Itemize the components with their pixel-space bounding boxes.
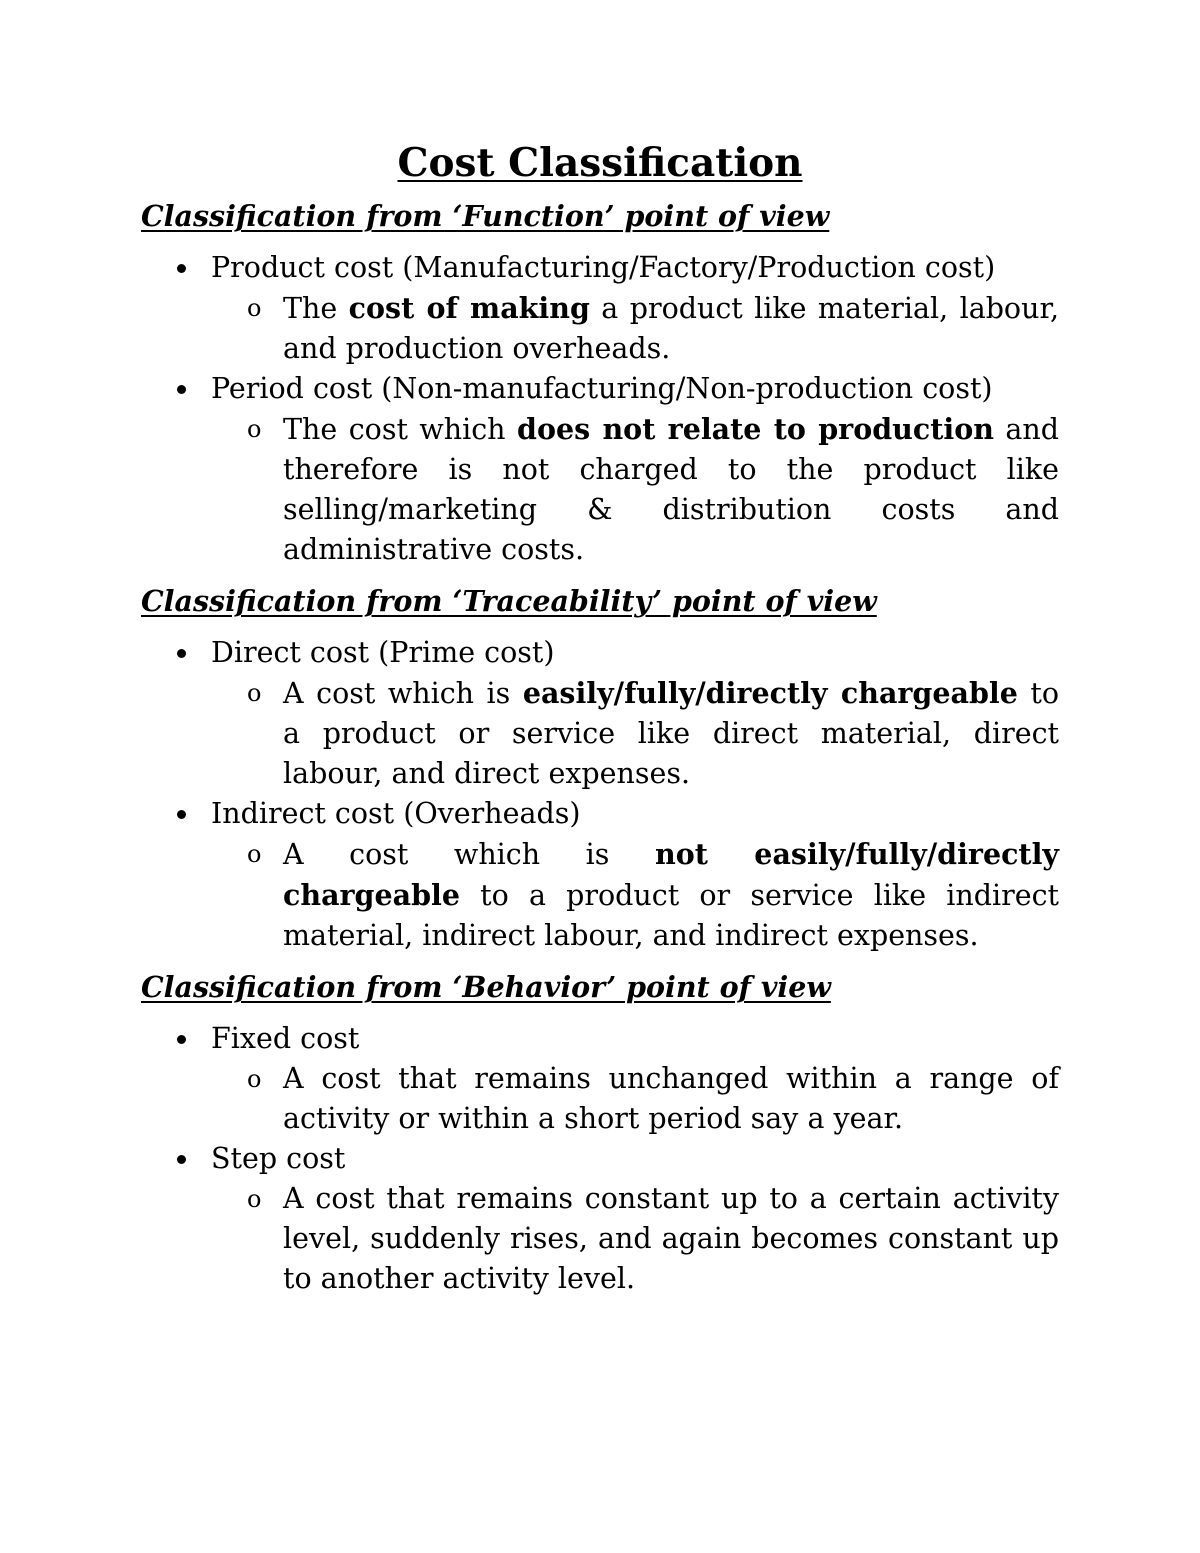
cost-list (141, 248, 1059, 570)
sub-list (211, 288, 1059, 369)
desc-text: to a product or service like indirect material, indirect labour, and indirect expenses. (283, 879, 1059, 952)
bullet-icon (177, 1155, 186, 1164)
sub-list (211, 409, 1059, 570)
list-item (141, 1139, 1059, 1299)
sub-list-item (211, 1059, 1059, 1139)
item-label: Period cost (Non-manufacturing/Non-production cost) (211, 372, 993, 405)
item-description: A cost that remains unchanged within a range of activity or within a short period say a year. (283, 1062, 1059, 1135)
bullet-icon (177, 385, 186, 394)
sub-list-item (211, 673, 1059, 794)
page-title: Cost Classification (397, 140, 803, 186)
section-heading: Classification from ‘Function’ point of view (141, 199, 830, 233)
sub-list (211, 673, 1059, 794)
cost-list (141, 633, 1059, 956)
sub-list (211, 1059, 1059, 1139)
item-label: Product cost (Manufacturing/Factory/Production cost) (211, 251, 996, 284)
bullet-icon (177, 264, 186, 273)
desc-text: and therefore is not charged to the product like selling/marketing & distribution costs and administrative costs. (283, 413, 1059, 566)
sub-list-item (211, 409, 1059, 570)
list-item (141, 248, 1059, 369)
desc-bold-text: not easily/fully/directly chargeable (283, 837, 1059, 912)
desc-text: A cost which is (283, 838, 655, 871)
list-item (141, 794, 1059, 956)
item-description: A cost that remains constant up to a certain activity level, suddenly rises, and again becomes constant up to another activity level. (283, 1182, 1059, 1295)
document-page (141, 138, 1059, 1310)
cost-list (141, 1019, 1059, 1299)
item-label: Step cost (211, 1142, 346, 1175)
circle-bullet-icon: o (247, 294, 262, 322)
sub-list-item (211, 834, 1059, 956)
circle-bullet-icon: o (247, 415, 262, 443)
item-label: Fixed cost (211, 1022, 360, 1055)
item-label: Direct cost (Prime cost) (211, 636, 555, 669)
item-description (283, 673, 1059, 794)
section-heading: Classification from ‘Traceability’ point of view (141, 584, 877, 618)
bullet-icon (177, 810, 186, 819)
section-traceability (141, 581, 1059, 956)
desc-text: A cost which is (283, 677, 523, 710)
circle-bullet-icon: o (247, 1185, 262, 1213)
desc-bold-text: easily/fully/directly chargeable (522, 676, 1018, 710)
desc-text: The (283, 292, 349, 325)
sub-list (211, 1179, 1059, 1299)
list-item (141, 633, 1059, 794)
desc-text: The cost which (283, 413, 518, 446)
list-item (141, 369, 1059, 570)
sub-list-item (211, 1179, 1059, 1299)
list-item (141, 1019, 1059, 1139)
bullet-icon (177, 1035, 186, 1044)
circle-bullet-icon: o (247, 840, 262, 868)
circle-bullet-icon: o (247, 679, 262, 707)
bullet-icon (177, 649, 186, 658)
desc-text: a product like material, labour, and production overheads. (283, 292, 1059, 365)
desc-bold-text: cost of making (348, 291, 590, 325)
section-function (141, 196, 1059, 570)
desc-bold-text: does not relate to production (517, 412, 994, 446)
sub-list (211, 834, 1059, 956)
item-description (283, 834, 1059, 956)
section-behavior (141, 967, 1059, 1299)
circle-bullet-icon: o (247, 1065, 262, 1093)
sub-list-item (211, 288, 1059, 369)
section-heading: Classification from ‘Behavior’ point of view (141, 970, 831, 1004)
item-label: Indirect cost (Overheads) (211, 797, 581, 830)
item-description (283, 409, 1059, 570)
item-description (283, 288, 1059, 369)
desc-text: to a product or service like direct material, direct labour, and direct expenses. (283, 677, 1059, 790)
